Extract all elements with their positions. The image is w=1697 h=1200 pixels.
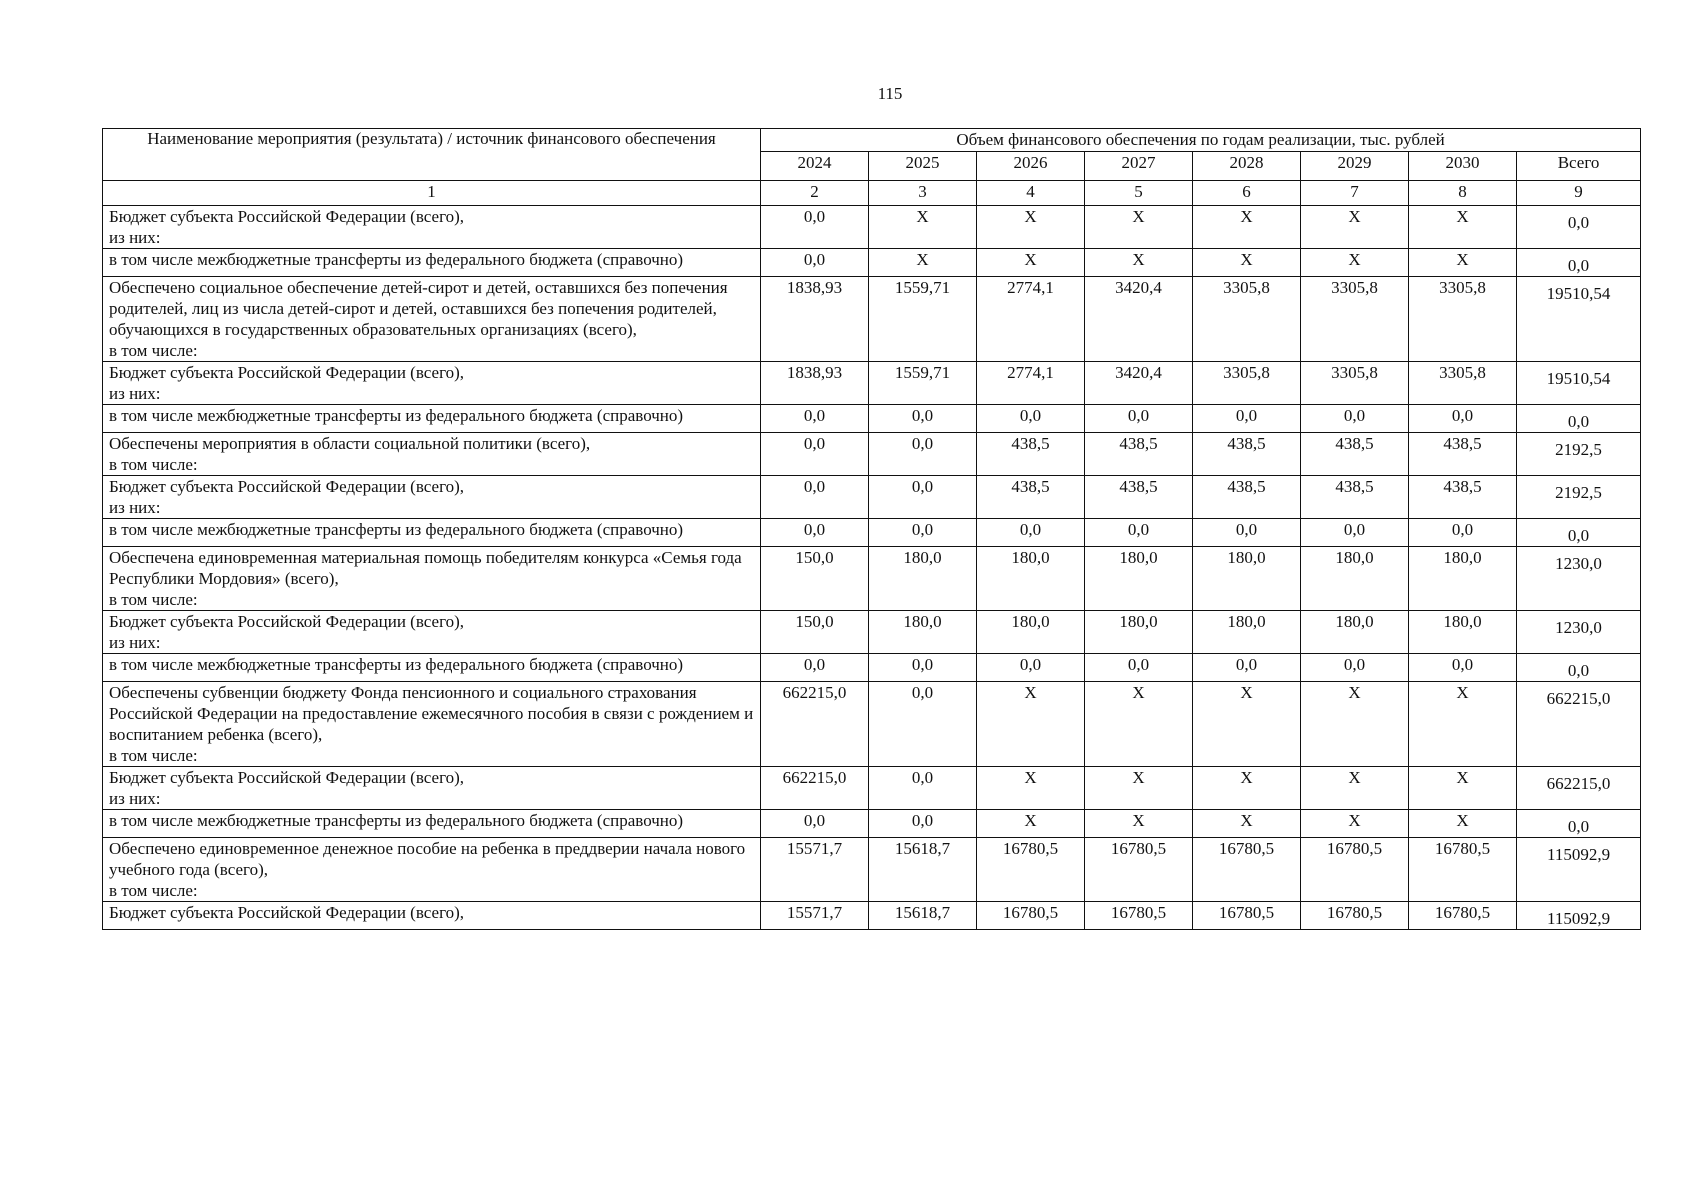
- row-name-text: Обеспечены субвенции бюджету Фонда пенсионного и социального страхования Российской Федерации на предоставление ежемесячного пособия в связи с рождением и воспитанием ребенка (всего),: [109, 683, 754, 744]
- row-year-value: 180,0: [1301, 611, 1409, 654]
- row-year-value: 662215,0: [761, 767, 869, 810]
- row-name-text: Бюджет субъекта Российской Федерации (всего),: [109, 768, 465, 787]
- row-name-text: Бюджет субъекта Российской Федерации (всего),: [109, 477, 465, 496]
- row-year-value: 0,0: [869, 654, 977, 682]
- row-year-value: 2774,1: [977, 362, 1085, 405]
- header-year: 2028: [1193, 152, 1301, 181]
- row-name: [103, 206, 761, 249]
- row-year-value: 180,0: [869, 611, 977, 654]
- row-year-value: 3305,8: [1409, 277, 1517, 362]
- row-year-value: X: [1193, 767, 1301, 810]
- table-row: [103, 519, 1641, 547]
- row-name: [103, 767, 761, 810]
- column-number: 1: [103, 181, 761, 206]
- row-year-value: 3305,8: [1193, 277, 1301, 362]
- row-year-value: 16780,5: [1193, 902, 1301, 930]
- row-year-value: 1838,93: [761, 362, 869, 405]
- row-year-value: 0,0: [1301, 654, 1409, 682]
- row-name-subtext: из них:: [109, 633, 161, 652]
- row-total-value: 0,0: [1517, 206, 1641, 249]
- row-name: [103, 611, 761, 654]
- header-volume-group: Объем финансового обеспечения по годам реализации, тыс. рублей: [761, 129, 1641, 152]
- row-total-value: 0,0: [1517, 519, 1641, 547]
- row-total-value: 0,0: [1517, 249, 1641, 277]
- row-year-value: 0,0: [761, 810, 869, 838]
- row-year-value: X: [1085, 767, 1193, 810]
- row-name-text: в том числе межбюджетные трансферты из федерального бюджета (справочно): [109, 406, 684, 425]
- row-year-value: 0,0: [761, 654, 869, 682]
- column-number: 8: [1409, 181, 1517, 206]
- row-year-value: 0,0: [869, 767, 977, 810]
- row-year-value: 0,0: [869, 810, 977, 838]
- row-year-value: 0,0: [761, 433, 869, 476]
- row-name: [103, 682, 761, 767]
- row-year-value: 662215,0: [761, 682, 869, 767]
- row-year-value: 0,0: [761, 206, 869, 249]
- row-name: [103, 654, 761, 682]
- row-year-value: 16780,5: [977, 838, 1085, 902]
- row-year-value: 1559,71: [869, 277, 977, 362]
- row-total-value: 115092,9: [1517, 902, 1641, 930]
- row-year-value: X: [1409, 767, 1517, 810]
- row-year-value: 3305,8: [1301, 362, 1409, 405]
- row-year-value: X: [977, 206, 1085, 249]
- row-year-value: 0,0: [1409, 654, 1517, 682]
- row-year-value: X: [1301, 249, 1409, 277]
- row-year-value: 16780,5: [1301, 902, 1409, 930]
- row-year-value: X: [1409, 810, 1517, 838]
- row-year-value: 0,0: [1193, 405, 1301, 433]
- header-total: Всего: [1517, 152, 1641, 181]
- row-year-value: 180,0: [1409, 611, 1517, 654]
- row-year-value: 438,5: [1409, 433, 1517, 476]
- row-year-value: 16780,5: [1085, 902, 1193, 930]
- row-year-value: 180,0: [977, 547, 1085, 611]
- row-year-value: X: [1193, 249, 1301, 277]
- column-number: 3: [869, 181, 977, 206]
- row-year-value: 0,0: [1085, 519, 1193, 547]
- row-year-value: 0,0: [761, 249, 869, 277]
- row-year-value: X: [1085, 206, 1193, 249]
- row-year-value: 150,0: [761, 611, 869, 654]
- row-year-value: X: [1409, 249, 1517, 277]
- row-name-text: Бюджет субъекта Российской Федерации (всего),: [109, 612, 465, 631]
- row-year-value: 0,0: [761, 476, 869, 519]
- row-year-value: 16780,5: [977, 902, 1085, 930]
- row-year-value: 3305,8: [1409, 362, 1517, 405]
- row-name-subtext: в том числе:: [109, 590, 198, 609]
- table-header: [103, 129, 1641, 206]
- row-year-value: 0,0: [1193, 519, 1301, 547]
- table-row: [103, 277, 1641, 362]
- row-name-text: в том числе межбюджетные трансферты из федерального бюджета (справочно): [109, 520, 684, 539]
- row-year-value: 3305,8: [1301, 277, 1409, 362]
- row-year-value: X: [1301, 682, 1409, 767]
- row-total-value: 0,0: [1517, 810, 1641, 838]
- row-year-value: 3420,4: [1085, 277, 1193, 362]
- table-row: [103, 547, 1641, 611]
- table-row: [103, 362, 1641, 405]
- row-year-value: X: [1085, 810, 1193, 838]
- row-year-value: 438,5: [1085, 433, 1193, 476]
- row-year-value: 15618,7: [869, 902, 977, 930]
- row-year-value: 0,0: [977, 519, 1085, 547]
- row-year-value: 16780,5: [1193, 838, 1301, 902]
- page-number: 115: [877, 84, 903, 103]
- row-year-value: X: [1193, 810, 1301, 838]
- table-row: [103, 810, 1641, 838]
- row-year-value: 180,0: [1409, 547, 1517, 611]
- row-year-value: X: [1193, 206, 1301, 249]
- table-row: [103, 405, 1641, 433]
- row-year-value: 180,0: [1085, 547, 1193, 611]
- row-year-value: X: [1409, 206, 1517, 249]
- row-year-value: X: [977, 767, 1085, 810]
- row-year-value: 3420,4: [1085, 362, 1193, 405]
- header-year: 2026: [977, 152, 1085, 181]
- row-total-value: 19510,54: [1517, 362, 1641, 405]
- row-year-value: 0,0: [1409, 519, 1517, 547]
- row-total-value: 662215,0: [1517, 767, 1641, 810]
- row-year-value: 3305,8: [1193, 362, 1301, 405]
- row-year-value: 0,0: [1085, 405, 1193, 433]
- row-year-value: 150,0: [761, 547, 869, 611]
- row-year-value: 0,0: [1301, 405, 1409, 433]
- row-year-value: 0,0: [1193, 654, 1301, 682]
- row-year-value: 0,0: [1409, 405, 1517, 433]
- row-year-value: 1838,93: [761, 277, 869, 362]
- header-name-column: Наименование мероприятия (результата) / источник финансового обеспечения: [103, 129, 761, 181]
- row-year-value: 0,0: [869, 476, 977, 519]
- row-name-text: Обеспечено единовременное денежное пособие на ребенка в преддверии начала нового учебного года (всего),: [109, 839, 746, 879]
- column-number-row: [103, 181, 1641, 206]
- row-year-value: 0,0: [1085, 654, 1193, 682]
- column-number: 9: [1517, 181, 1641, 206]
- row-year-value: X: [1301, 206, 1409, 249]
- row-year-value: 0,0: [869, 433, 977, 476]
- row-year-value: X: [1301, 810, 1409, 838]
- row-year-value: X: [1085, 249, 1193, 277]
- row-name: [103, 476, 761, 519]
- row-year-value: X: [869, 249, 977, 277]
- table-row: [103, 838, 1641, 902]
- row-name-text: Обеспечены мероприятия в области социальной политики (всего),: [109, 434, 591, 453]
- table-row: [103, 654, 1641, 682]
- row-year-value: 0,0: [869, 519, 977, 547]
- row-name: [103, 547, 761, 611]
- row-year-value: X: [869, 206, 977, 249]
- row-year-value: 180,0: [1301, 547, 1409, 611]
- row-name-text: Бюджет субъекта Российской Федерации (всего),: [109, 903, 465, 922]
- row-year-value: X: [1193, 682, 1301, 767]
- row-year-value: X: [977, 810, 1085, 838]
- row-year-value: 15618,7: [869, 838, 977, 902]
- row-year-value: X: [1409, 682, 1517, 767]
- row-year-value: 0,0: [869, 405, 977, 433]
- row-year-value: 0,0: [761, 519, 869, 547]
- row-year-value: 180,0: [869, 547, 977, 611]
- row-name: [103, 433, 761, 476]
- row-year-value: 438,5: [1301, 476, 1409, 519]
- row-name: [103, 902, 761, 930]
- row-year-value: 16780,5: [1409, 838, 1517, 902]
- row-year-value: 438,5: [1193, 433, 1301, 476]
- row-year-value: 16780,5: [1085, 838, 1193, 902]
- row-year-value: X: [977, 249, 1085, 277]
- row-year-value: 180,0: [977, 611, 1085, 654]
- row-name-text: Бюджет субъекта Российской Федерации (всего),: [109, 363, 465, 382]
- row-name-text: в том числе межбюджетные трансферты из федерального бюджета (справочно): [109, 811, 684, 830]
- row-year-value: 0,0: [977, 405, 1085, 433]
- table-row: [103, 902, 1641, 930]
- row-year-value: 16780,5: [1301, 838, 1409, 902]
- row-name: [103, 249, 761, 277]
- row-year-value: 2774,1: [977, 277, 1085, 362]
- row-name-text: Обеспечено социальное обеспечение детей-сирот и детей, оставшихся без попечения родителей, лиц из числа детей-сирот и детей, оставшихся без попечения родителей, обучающихся в государственных образовательных организациях (всего),: [109, 278, 728, 339]
- row-total-value: 19510,54: [1517, 277, 1641, 362]
- column-number: 7: [1301, 181, 1409, 206]
- row-name-subtext: из них:: [109, 498, 161, 517]
- row-year-value: X: [1085, 682, 1193, 767]
- header-year: 2027: [1085, 152, 1193, 181]
- row-name-subtext: из них:: [109, 228, 161, 247]
- row-name: [103, 405, 761, 433]
- row-year-value: 16780,5: [1409, 902, 1517, 930]
- header-year: 2025: [869, 152, 977, 181]
- row-year-value: 0,0: [869, 682, 977, 767]
- row-year-value: 0,0: [977, 654, 1085, 682]
- row-name-subtext: в том числе:: [109, 455, 198, 474]
- row-year-value: 438,5: [1193, 476, 1301, 519]
- row-name: [103, 362, 761, 405]
- column-number: 2: [761, 181, 869, 206]
- row-year-value: 180,0: [1193, 611, 1301, 654]
- row-year-value: 438,5: [1301, 433, 1409, 476]
- row-name-subtext: в том числе:: [109, 881, 198, 900]
- row-name: [103, 519, 761, 547]
- row-year-value: 180,0: [1085, 611, 1193, 654]
- table-row: [103, 476, 1641, 519]
- table-row: [103, 682, 1641, 767]
- row-year-value: 0,0: [1301, 519, 1409, 547]
- table-row: [103, 767, 1641, 810]
- row-name-text: в том числе межбюджетные трансферты из федерального бюджета (справочно): [109, 250, 684, 269]
- row-name: [103, 277, 761, 362]
- row-year-value: 438,5: [1085, 476, 1193, 519]
- row-year-value: 438,5: [977, 433, 1085, 476]
- row-total-value: 0,0: [1517, 405, 1641, 433]
- row-year-value: 1559,71: [869, 362, 977, 405]
- row-year-value: X: [977, 682, 1085, 767]
- header-year: 2030: [1409, 152, 1517, 181]
- row-year-value: 15571,7: [761, 838, 869, 902]
- row-year-value: 15571,7: [761, 902, 869, 930]
- row-name-text: Обеспечена единовременная материальная помощь победителям конкурса «Семья года Республики Мордовия» (всего),: [109, 548, 742, 588]
- row-total-value: 1230,0: [1517, 547, 1641, 611]
- row-year-value: 438,5: [977, 476, 1085, 519]
- table-row: [103, 249, 1641, 277]
- row-name-subtext: в том числе:: [109, 341, 198, 360]
- header-year: 2024: [761, 152, 869, 181]
- row-name: [103, 838, 761, 902]
- row-year-value: 438,5: [1409, 476, 1517, 519]
- row-name-subtext: из них:: [109, 789, 161, 808]
- row-total-value: 2192,5: [1517, 476, 1641, 519]
- column-number: 6: [1193, 181, 1301, 206]
- row-year-value: 0,0: [761, 405, 869, 433]
- row-name-text: Бюджет субъекта Российской Федерации (всего),: [109, 207, 465, 226]
- header-year: 2029: [1301, 152, 1409, 181]
- row-year-value: 180,0: [1193, 547, 1301, 611]
- row-total-value: 115092,9: [1517, 838, 1641, 902]
- row-total-value: 662215,0: [1517, 682, 1641, 767]
- column-number: 4: [977, 181, 1085, 206]
- table-row: [103, 611, 1641, 654]
- row-name-subtext: в том числе:: [109, 746, 198, 765]
- row-total-value: 1230,0: [1517, 611, 1641, 654]
- row-total-value: 2192,5: [1517, 433, 1641, 476]
- row-name-text: в том числе межбюджетные трансферты из федерального бюджета (справочно): [109, 655, 684, 674]
- financing-table: [102, 128, 1641, 930]
- row-name: [103, 810, 761, 838]
- row-total-value: 0,0: [1517, 654, 1641, 682]
- table-row: [103, 433, 1641, 476]
- table-body: [103, 206, 1641, 930]
- row-name-subtext: из них:: [109, 384, 161, 403]
- table-row: [103, 206, 1641, 249]
- row-year-value: X: [1301, 767, 1409, 810]
- column-number: 5: [1085, 181, 1193, 206]
